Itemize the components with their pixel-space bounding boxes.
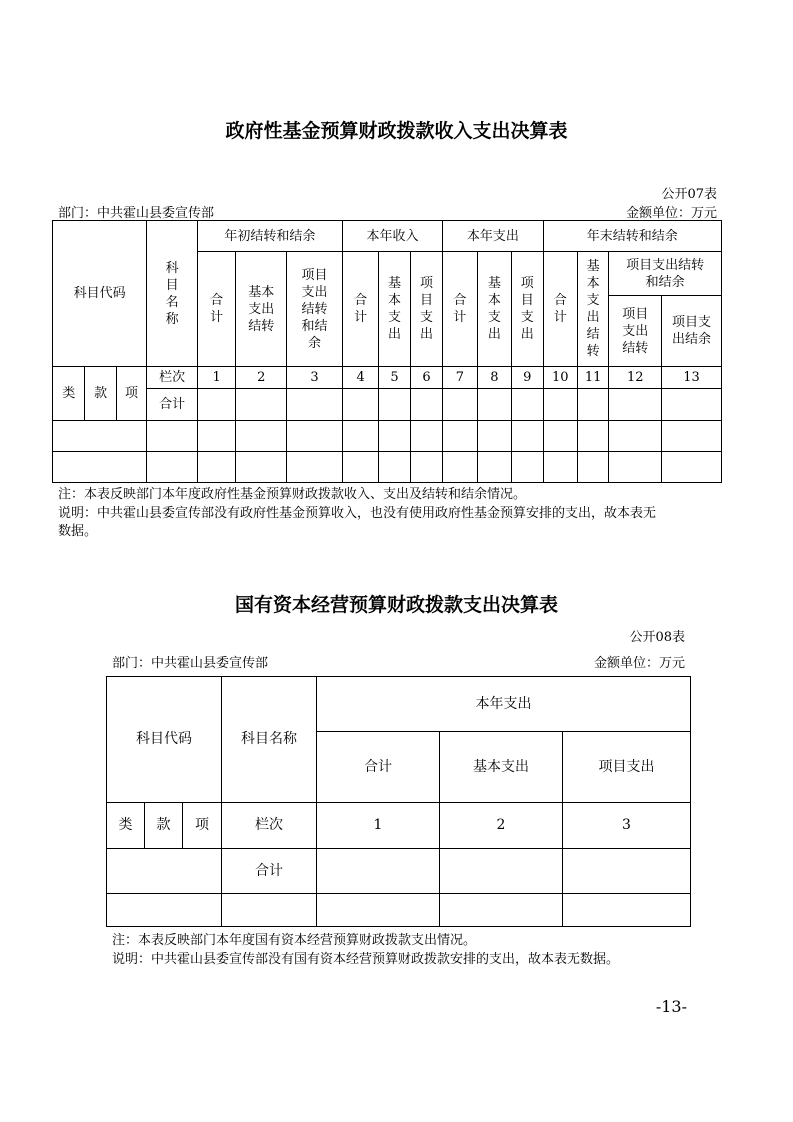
column-number: 1 <box>317 803 440 849</box>
header-end-total: 合计 <box>543 252 577 367</box>
table1-amount-unit: 金额单位：万元 <box>625 206 717 221</box>
row-label-lanci: 栏次 <box>147 367 198 389</box>
header-begin-project-carry: 项目 支出 结转 和结 余 <box>287 252 343 367</box>
header-end-balance: 年末结转和结余 <box>543 221 722 252</box>
column-number: 13 <box>662 367 722 389</box>
header-income-project: 项目支出 <box>410 252 442 367</box>
row-label-total: 合计 <box>147 389 198 421</box>
header-begin-total: 合计 <box>197 252 236 367</box>
t2-row-label-lanci: 栏次 <box>222 803 317 849</box>
t2-header-expense: 本年支出 <box>317 677 691 732</box>
column-number: 10 <box>543 367 577 389</box>
column-number: 2 <box>440 803 563 849</box>
header-begin-balance: 年初结转和结余 <box>197 221 342 252</box>
column-number: 11 <box>577 367 608 389</box>
row-label-lei: 类 <box>53 367 85 421</box>
table1-title: 政府性基金预算财政拨款收入支出决算表 <box>225 120 568 142</box>
column-number: 4 <box>342 367 378 389</box>
table-row <box>107 849 691 894</box>
table2-amount-unit: 金额单位：万元 <box>593 656 685 671</box>
header-end-project: 项目支出结转 和结余 <box>609 252 722 296</box>
header-expense: 本年支出 <box>443 221 543 252</box>
column-number: 8 <box>477 367 511 389</box>
column-number: 3 <box>287 367 343 389</box>
table2-title: 国有资本经营预算财政拨款支出决算表 <box>234 594 558 616</box>
row-label-xiang: 项 <box>116 367 146 421</box>
table-row <box>53 389 722 421</box>
t2-header-subject-code: 科目代码 <box>107 677 222 803</box>
column-number: 5 <box>379 367 410 389</box>
t2-header-basic: 基本支出 <box>440 732 563 803</box>
t2-header-subject-name: 科目名称 <box>222 677 317 803</box>
header-expense-total: 合计 <box>443 252 477 367</box>
header-end-project-carry: 项目 支出 结转 <box>609 296 662 367</box>
t2-row-label-lei: 类 <box>107 803 145 849</box>
table2-explanation: 说明：中共霍山县委宣传部没有国有资本经营预算财政拨款安排的支出，故本表无数据。 <box>112 952 620 967</box>
page-number: -13- <box>655 997 687 1016</box>
header-income-total: 合计 <box>342 252 378 367</box>
t2-row-label-xiang: 项 <box>183 803 222 849</box>
table1-note: 注：本表反映部门本年度政府性基金预算财政拨款收入、支出及结转和结余情况。 <box>58 487 527 502</box>
table-row <box>53 452 722 483</box>
header-end-basic-carry: 基本支出结转 <box>577 252 608 367</box>
column-number: 7 <box>443 367 477 389</box>
column-number: 3 <box>563 803 691 849</box>
table-row <box>107 894 691 927</box>
table1-explanation: 说明：中共霍山县委宣传部没有政府性基金预算收入，也没有使用政府性基金预算安排的支出，故本表无 <box>58 506 657 521</box>
t2-row-label-kuan: 款 <box>145 803 183 849</box>
column-number: 6 <box>410 367 442 389</box>
row-label-kuan: 款 <box>85 367 116 421</box>
header-end-project-balance: 项目支 出结余 <box>662 296 722 367</box>
table2-form-number: 公开08表 <box>629 630 685 645</box>
table1-explanation-cont: 数据。 <box>58 524 98 539</box>
header-expense-project: 项目支出 <box>512 252 543 367</box>
header-begin-basic-carry: 基本 支出 结转 <box>236 252 287 367</box>
header-expense-basic: 基本支出 <box>477 252 511 367</box>
table2-note: 注：本表反映部门本年度国有资本经营预算财政拨款支出情况。 <box>112 933 477 948</box>
table2-department: 部门：中共霍山县委宣传部 <box>112 656 269 671</box>
header-income-basic: 基本支出 <box>379 252 410 367</box>
header-income: 本年收入 <box>342 221 442 252</box>
header-subject-code: 科目代码 <box>53 221 147 367</box>
t2-header-project: 项目支出 <box>563 732 691 803</box>
table-row <box>53 421 722 452</box>
column-number: 1 <box>197 367 236 389</box>
table1 <box>52 220 722 483</box>
table2 <box>106 676 691 927</box>
table1-department: 部门：中共霍山县委宣传部 <box>58 206 215 221</box>
column-number: 2 <box>236 367 287 389</box>
table1-form-number: 公开07表 <box>661 187 717 202</box>
column-number: 12 <box>609 367 662 389</box>
column-number: 9 <box>512 367 543 389</box>
t2-header-total: 合计 <box>317 732 440 803</box>
header-subject-name: 科目名称 <box>147 221 198 367</box>
t2-row-label-total: 合计 <box>222 849 317 894</box>
